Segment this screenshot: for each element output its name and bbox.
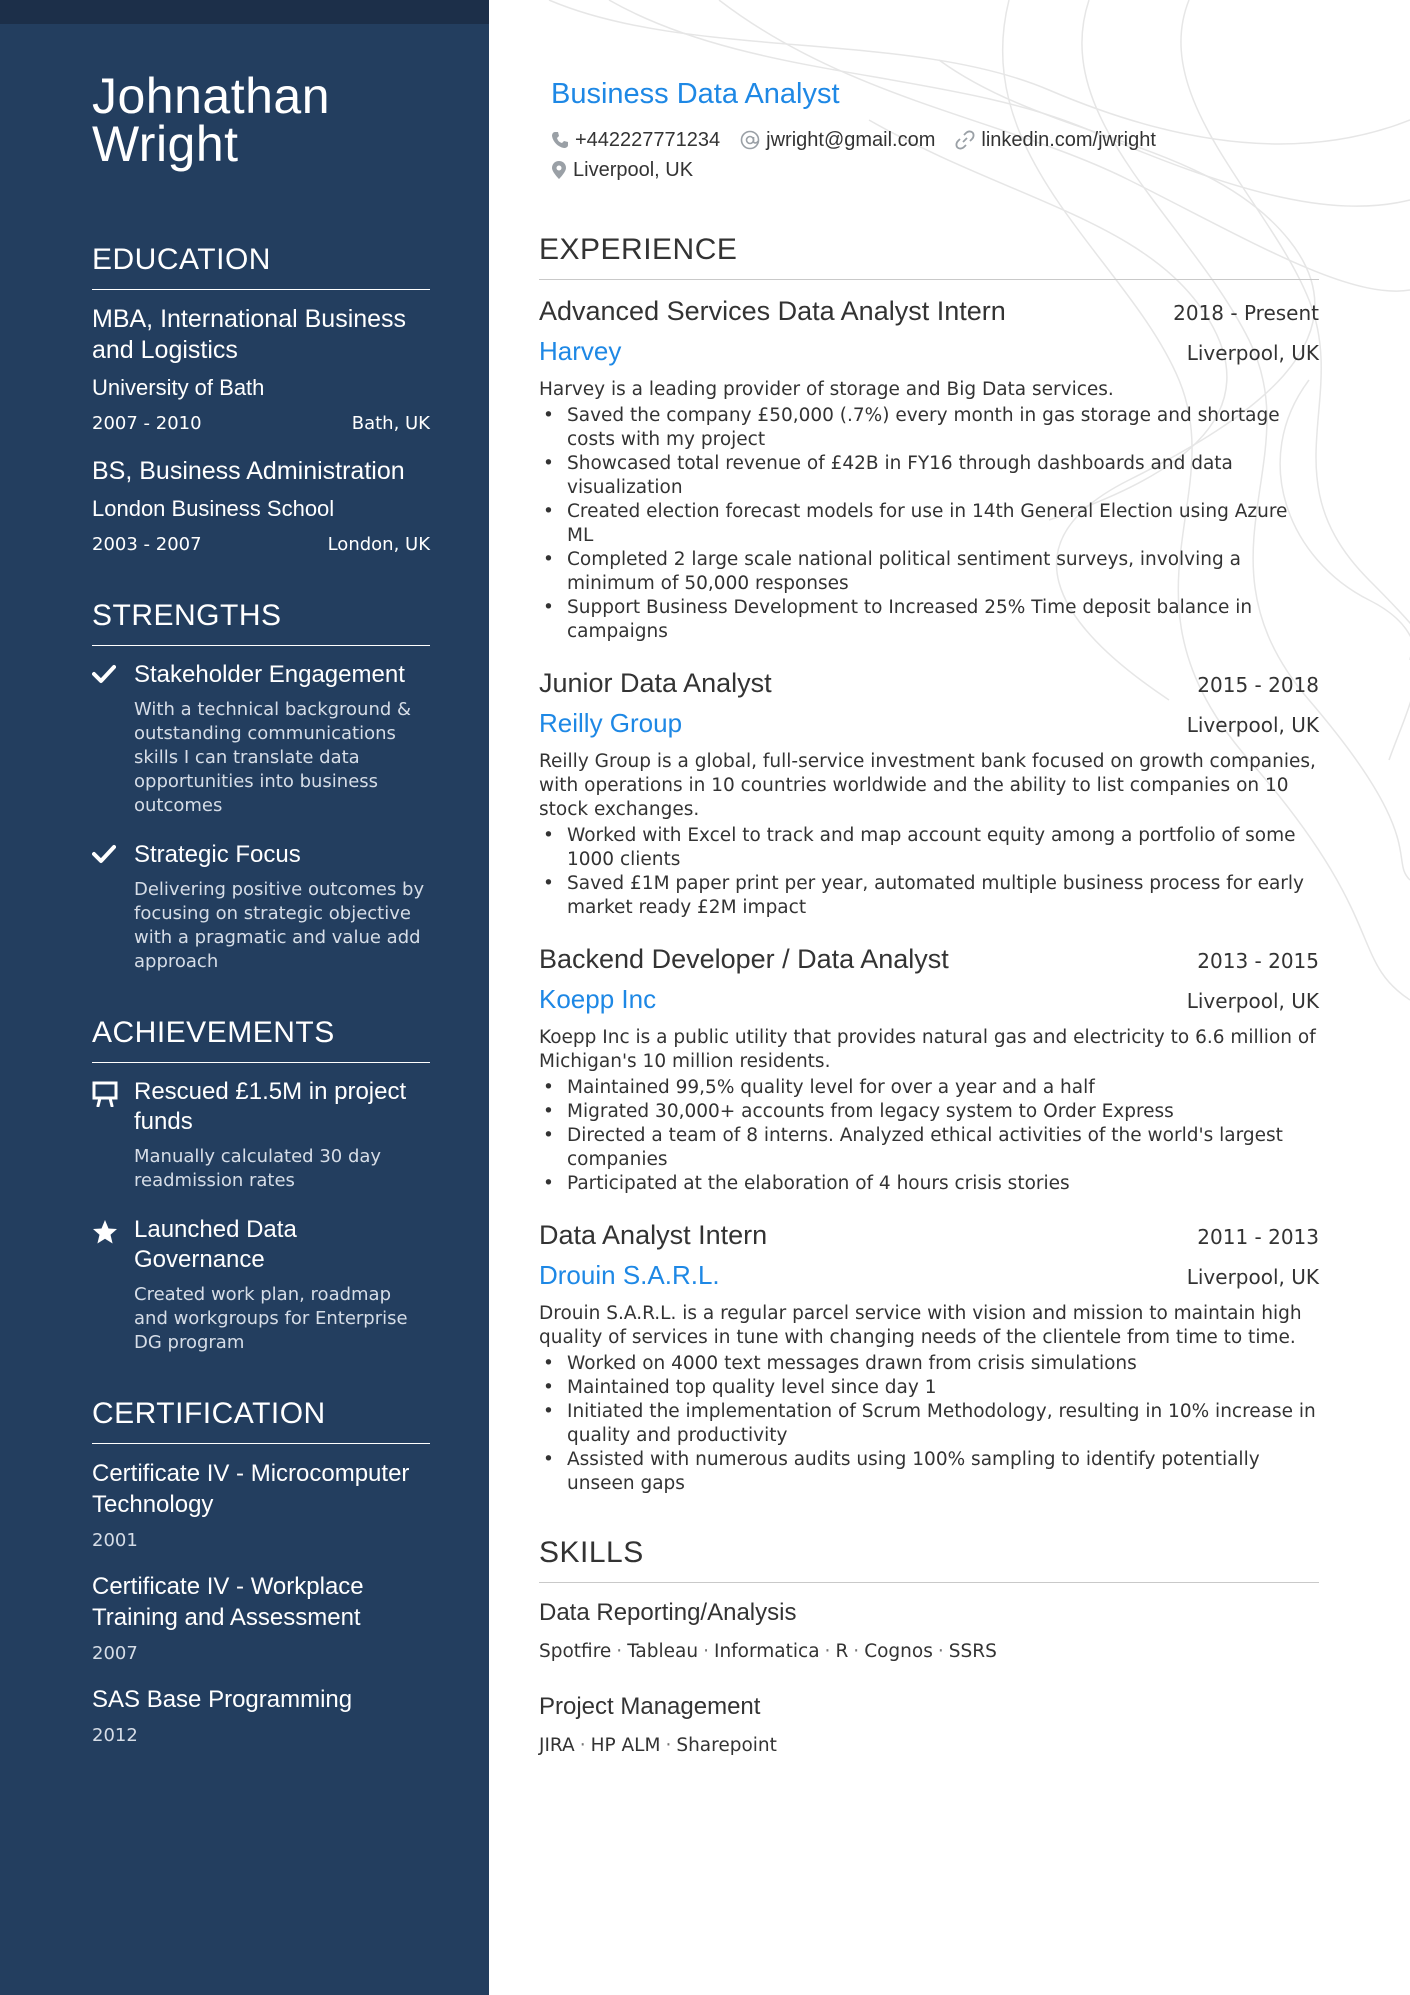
education-location: London, UK — [327, 534, 430, 555]
experience-section — [539, 233, 1319, 1496]
job-company: Harvey — [539, 336, 622, 366]
skill-tag: Cognos — [864, 1641, 933, 1662]
job-role: Data Analyst Intern — [539, 1220, 768, 1250]
contact-phone[interactable] — [551, 125, 720, 155]
education-degree: MBA, International Business and Logistics — [92, 305, 407, 364]
job-bullet: • Saved £1M paper print per year, automated multiple business process for early market ready £2M impact — [539, 872, 1319, 920]
strength-description: Delivering positive outcomes by focusing on strategic objective with a pragmatic and value add approach — [134, 879, 425, 972]
certification-title: Certificate IV - Microcomputer Technology — [92, 1460, 410, 1518]
certification-year: 2012 — [92, 1725, 138, 1746]
job-bullet: • Maintained 99,5% quality level for over a year and a half — [539, 1076, 1319, 1100]
education-item — [92, 304, 430, 436]
education-dates: 2003 - 2007 — [92, 534, 202, 555]
certification-item — [92, 1458, 430, 1553]
job-bullet: • Worked with Excel to track and map account equity among a portfolio of some 1000 clients — [539, 824, 1319, 872]
job-description: Drouin S.A.R.L. is a regular parcel service with vision and mission to maintain high quality of services in tune with changing needs of the clientele from time to time. — [539, 1303, 1302, 1348]
job-entry — [539, 1218, 1319, 1496]
location-pin-icon — [551, 160, 567, 180]
job-role: Junior Data Analyst — [539, 668, 772, 698]
skill-tags: Spotfire · Tableau · Informatica · R · Cognos · SSRS — [539, 1641, 997, 1662]
achievement-item — [92, 1077, 430, 1193]
strength-title: Strategic Focus — [134, 841, 301, 868]
education-item — [92, 456, 430, 557]
headline: Business Data Analyst — [551, 78, 840, 110]
skill-group — [539, 1597, 1319, 1665]
skill-tag: HP ALM — [590, 1735, 661, 1756]
strength-item — [92, 660, 430, 818]
job-dates: 2018 - Present — [1173, 301, 1319, 325]
certification-title: SAS Base Programming — [92, 1686, 353, 1713]
strengths-heading: STRENGTHS — [92, 599, 430, 646]
job-location: Liverpool, UK — [1186, 1265, 1319, 1289]
achievements-heading: ACHIEVEMENTS — [92, 1016, 430, 1063]
skill-tag: SSRS — [948, 1641, 997, 1662]
achievement-description: Manually calculated 30 day readmission rates — [134, 1146, 382, 1191]
skill-tag: Sharepoint — [676, 1735, 777, 1756]
achievement-title: Rescued £1.5M in project funds — [134, 1078, 407, 1135]
job-bullet: • Created election forecast models for use in 14th General Election using Azure ML — [539, 500, 1319, 548]
job-bullet: • Directed a team of 8 interns. Analyzed ethical activities of the world's largest companies — [539, 1124, 1319, 1172]
job-bullet: • Migrated 30,000+ accounts from legacy system to Order Express — [539, 1100, 1319, 1124]
job-entry — [539, 666, 1319, 920]
job-company: Koepp Inc — [539, 984, 657, 1014]
certification-item — [92, 1571, 430, 1666]
job-role: Advanced Services Data Analyst Intern — [539, 296, 1006, 326]
job-bullet: • Initiated the implementation of Scrum Methodology, resulting in 10% increase in quality and productivity — [539, 1400, 1319, 1448]
education-degree: BS, Business Administration — [92, 457, 405, 485]
link-icon — [955, 130, 975, 150]
sidebar-top-bar — [0, 0, 489, 24]
skills-heading: SKILLS — [539, 1536, 1319, 1583]
education-school: London Business School — [92, 496, 335, 521]
job-bullet: • Maintained top quality level since day 1 — [539, 1376, 1319, 1400]
contact-location — [551, 155, 693, 185]
education-section — [92, 243, 430, 557]
strength-title: Stakeholder Engagement — [134, 661, 405, 688]
check-icon — [92, 660, 120, 818]
skill-tags: JIRA · HP ALM · Sharepoint — [539, 1735, 777, 1756]
contact-linkedin[interactable] — [955, 125, 1156, 155]
job-location: Liverpool, UK — [1186, 713, 1319, 737]
at-icon — [740, 130, 760, 150]
education-dates: 2007 - 2010 — [92, 413, 202, 434]
job-bullet: • Assisted with numerous audits using 100% sampling to identify potentially unseen gaps — [539, 1448, 1319, 1496]
achievements-section — [92, 1016, 430, 1355]
phone-icon — [551, 131, 569, 149]
email-address: jwright@gmail.com — [766, 129, 936, 151]
first-name: Johnathan — [92, 68, 331, 124]
location-text: Liverpool, UK — [573, 159, 694, 181]
sidebar — [0, 0, 489, 1995]
job-bullets — [539, 824, 1319, 920]
contact-info — [551, 125, 1319, 185]
certification-title: Certificate IV - Workplace Training and Assessment — [92, 1573, 364, 1631]
presentation-board-icon — [92, 1077, 120, 1193]
certification-year: 2001 — [92, 1530, 138, 1551]
job-bullets — [539, 1352, 1319, 1496]
job-bullets — [539, 1076, 1319, 1196]
skill-group-name: Project Management — [539, 1693, 761, 1720]
skill-tag: Tableau — [627, 1641, 699, 1662]
certification-year: 2007 — [92, 1643, 138, 1664]
achievement-title: Launched Data Governance — [134, 1216, 297, 1273]
job-dates: 2011 - 2013 — [1197, 1225, 1319, 1249]
certification-heading: CERTIFICATION — [92, 1397, 430, 1444]
job-bullet: • Showcased total revenue of £42B in FY16 through dashboards and data visualization — [539, 452, 1319, 500]
job-description: Reilly Group is a global, full-service investment bank focused on growth companies, with operations in 10 countries worldwide and the ability to list companies on 10 stock exchanges. — [539, 751, 1316, 820]
achievement-item — [92, 1215, 430, 1355]
education-heading: EDUCATION — [92, 243, 430, 290]
check-icon — [92, 840, 120, 974]
education-school: University of Bath — [92, 375, 265, 400]
skill-group — [539, 1691, 1319, 1759]
strength-description: With a technical background & outstanding communications skills I can translate data opportunities into business outcomes — [134, 699, 412, 816]
achievement-description: Created work plan, roadmap and workgroups for Enterprise DG program — [134, 1284, 408, 1353]
job-bullet: • Saved the company £50,000 (.7%) every month in gas storage and shortage costs with my project — [539, 404, 1319, 452]
job-bullet: • Completed 2 large scale national political sentiment surveys, involving a minimum of 50,000 responses — [539, 548, 1319, 596]
contact-email[interactable] — [740, 125, 935, 155]
skill-tag: JIRA — [539, 1735, 575, 1756]
phone-number: +442227771234 — [575, 129, 721, 151]
experience-heading: EXPERIENCE — [539, 233, 1319, 280]
job-location: Liverpool, UK — [1186, 341, 1319, 365]
certification-item — [92, 1684, 430, 1748]
job-description: Koepp Inc is a public utility that provides natural gas and electricity to 6.6 million of Michigan's 10 million residents. — [539, 1027, 1316, 1072]
job-bullets — [539, 404, 1319, 644]
job-dates: 2015 - 2018 — [1197, 673, 1319, 697]
skill-group-name: Data Reporting/Analysis — [539, 1599, 797, 1626]
job-location: Liverpool, UK — [1186, 989, 1319, 1013]
skills-section — [539, 1536, 1319, 1759]
strength-item — [92, 840, 430, 974]
education-location: Bath, UK — [351, 413, 430, 434]
job-description: Harvey is a leading provider of storage and Big Data services. — [539, 379, 1114, 400]
job-company: Reilly Group — [539, 708, 683, 738]
certification-section — [92, 1397, 430, 1748]
job-bullet: • Worked on 4000 text messages drawn from crisis simulations — [539, 1352, 1319, 1376]
job-bullet: • Support Business Development to Increased 25% Time deposit balance in campaigns — [539, 596, 1319, 644]
job-company: Drouin S.A.R.L. — [539, 1260, 720, 1290]
main-content — [539, 78, 1319, 1785]
job-entry — [539, 294, 1319, 644]
strengths-section — [92, 599, 430, 974]
candidate-name — [92, 68, 430, 172]
skill-tag: Spotfire — [539, 1641, 612, 1662]
job-role: Backend Developer / Data Analyst — [539, 944, 949, 974]
job-dates: 2013 - 2015 — [1197, 949, 1319, 973]
skill-tag: Informatica — [713, 1641, 820, 1662]
star-icon — [92, 1215, 120, 1355]
last-name: Wright — [92, 116, 239, 172]
skill-tag: R — [835, 1641, 849, 1662]
job-entry — [539, 942, 1319, 1196]
linkedin-url: linkedin.com/jwright — [981, 129, 1156, 151]
job-bullet: • Participated at the elaboration of 4 hours crisis stories — [539, 1172, 1319, 1196]
